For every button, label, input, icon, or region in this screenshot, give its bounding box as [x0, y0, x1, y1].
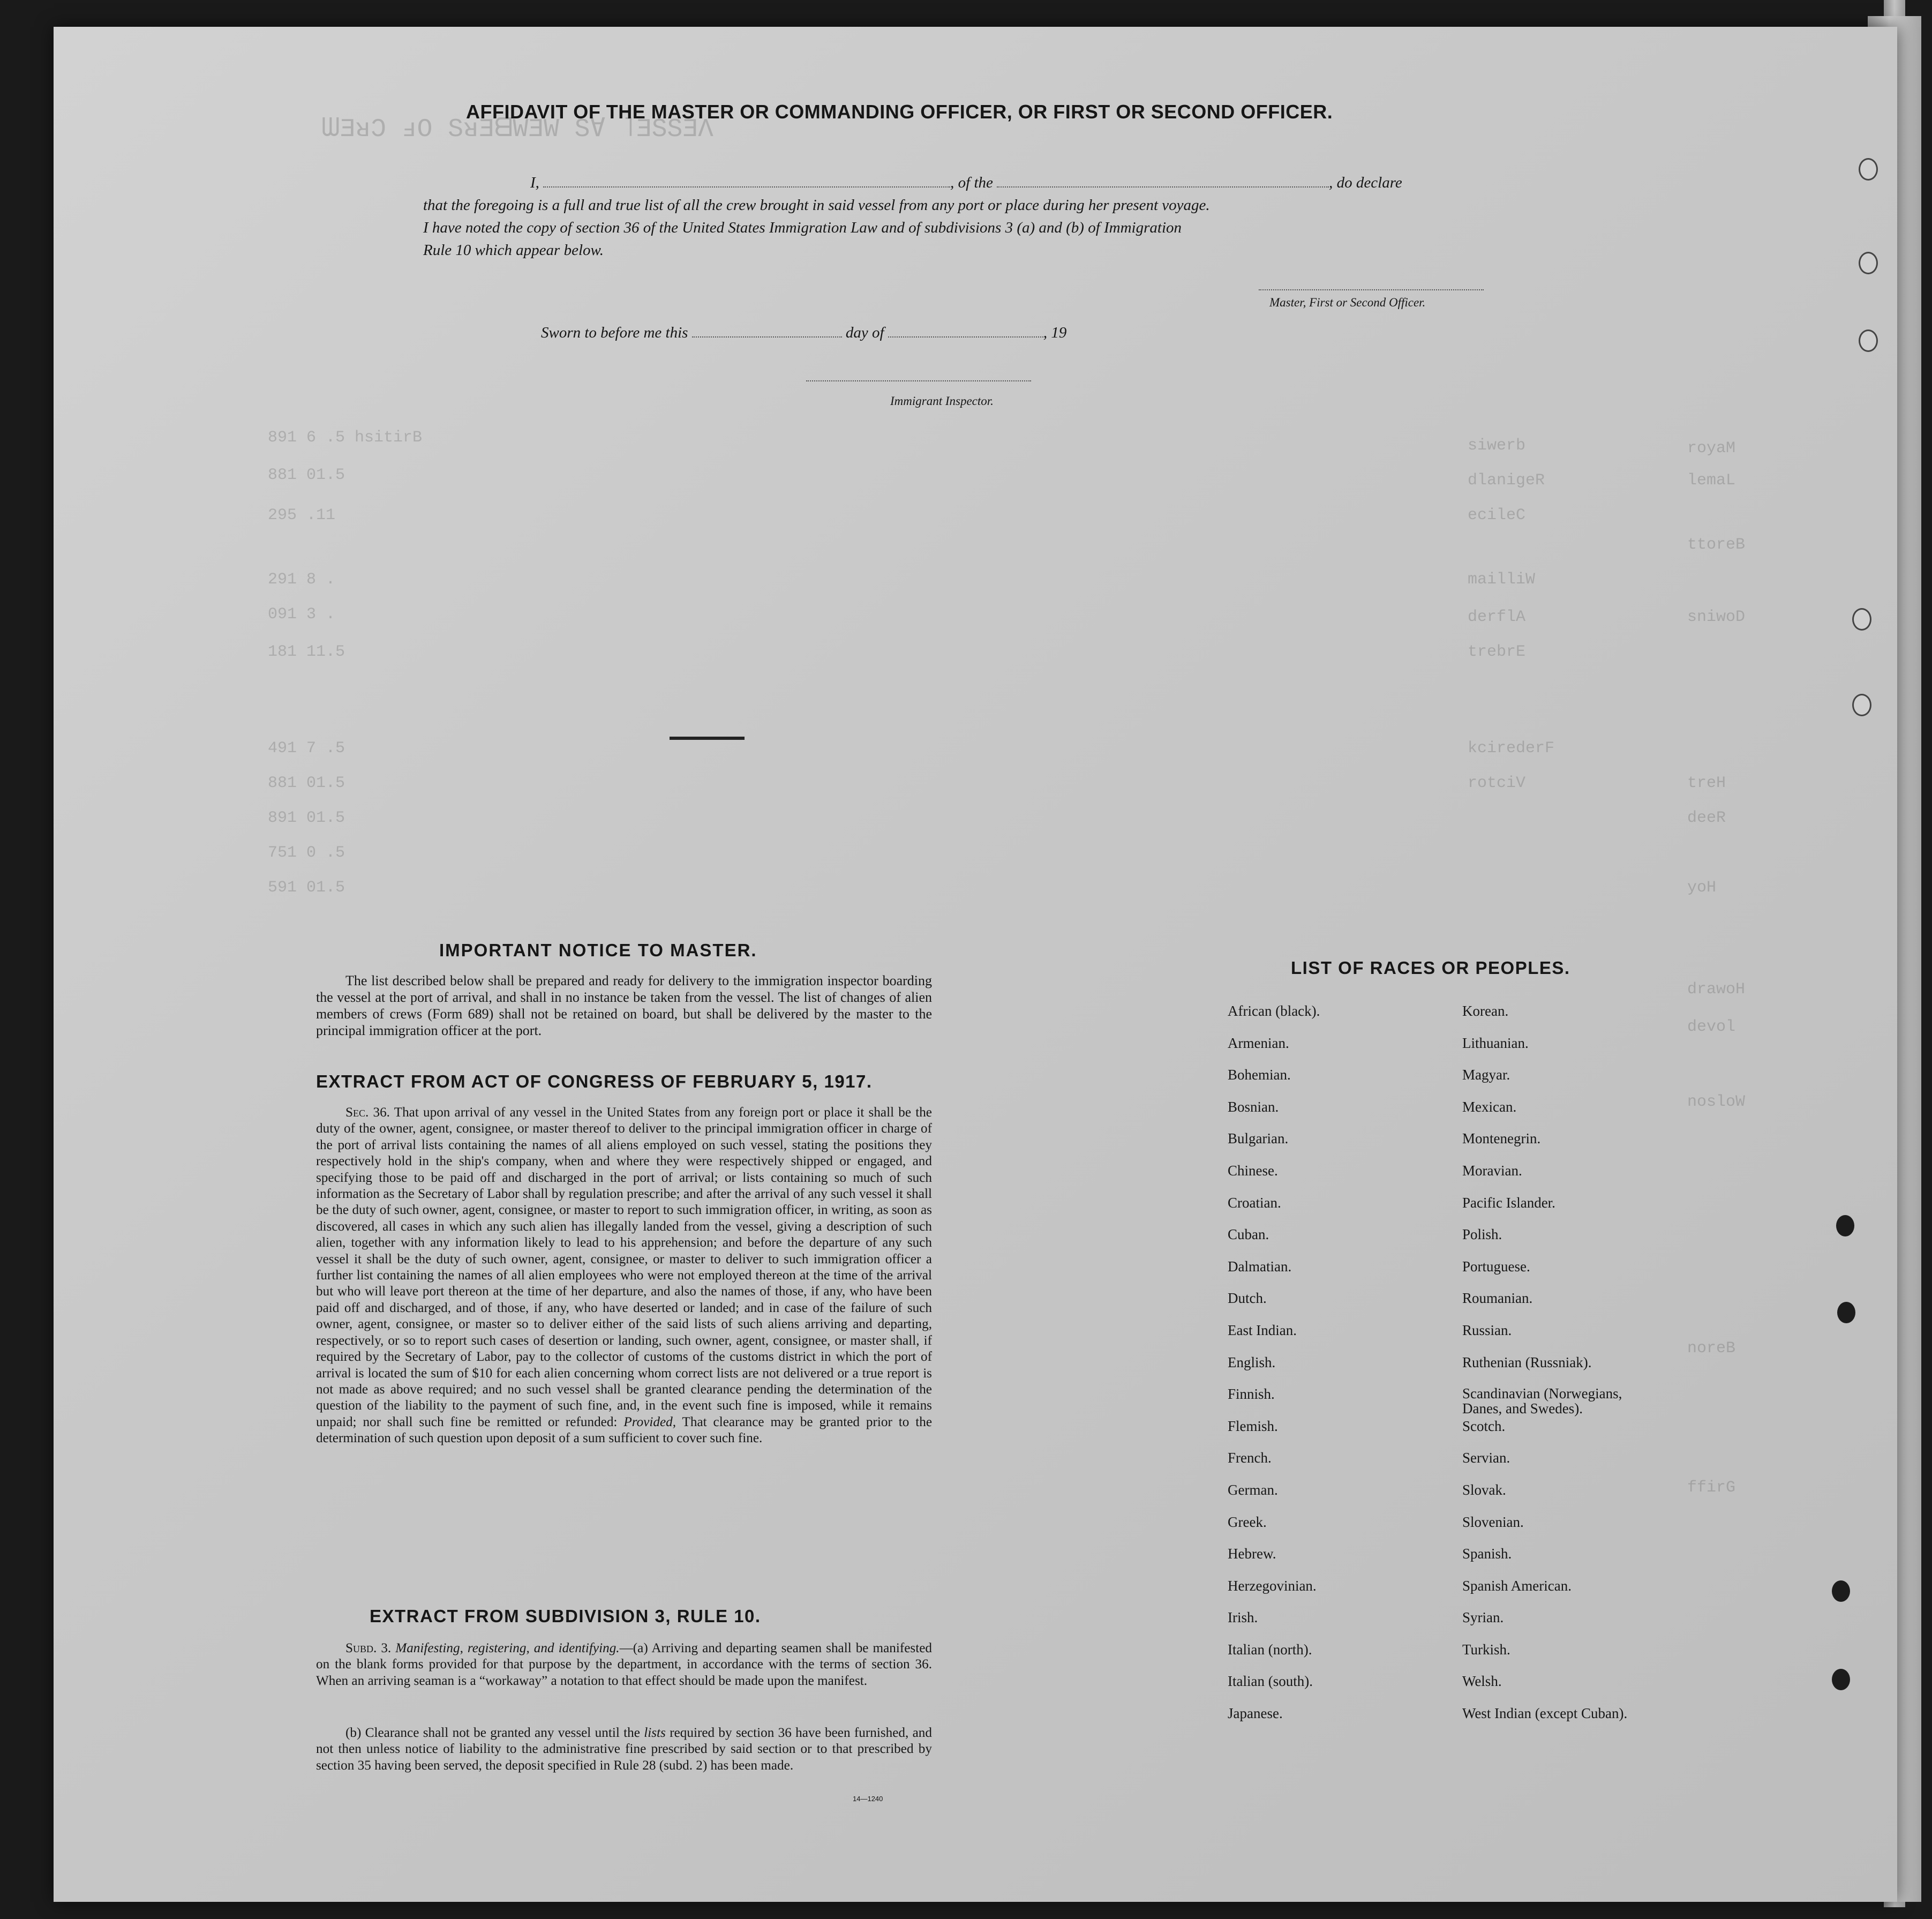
declaration-line-1	[423, 171, 1527, 194]
races-column-1	[1228, 1003, 1320, 1737]
race-item: Russian.	[1462, 1322, 1512, 1338]
race-item: Bulgarian.	[1228, 1130, 1289, 1147]
sworn-prefix: Sworn to before me this	[541, 324, 688, 341]
inspector-signature-field[interactable]	[806, 380, 1031, 381]
race-item: Armenian.	[1228, 1035, 1289, 1051]
race-item: Irish.	[1228, 1609, 1258, 1626]
act-section-label: Sec. 36.	[345, 1105, 390, 1120]
binder-hole	[1859, 158, 1878, 181]
act-body-text: That upon arrival of any vessel in the United States from any foreign port or place it shall be the duty of the owner, agent, consignee, or master thereof to deliver to the principal immigration officer in charge of the port of arrival lists containing the names of all aliens employed on such vessel, stating the positions they respectively hold in the ship's company, when and where they were respectively shipped or engaged, and specifying those to be paid off and discharged in the port of arrival; or lists containing so much of such information as the Secretary of Labor shall by regulation prescribe; and after the arrival of any such vessel it shall be the duty of such owner, agent, consignee, or master to report to such immigration officer, in writing, as soon as discovered, all cases in which any such alien has illegally landed from the vessel, giving a description of such alien, together with any information likely to lead to his apprehension; and before the departure of any such vessel it shall be the duty of such owner, agent, consignee, or master to deliver to such immigration officer a further list containing the names of all alien employees who were not employed thereon at the time of the arrival but who will leave port thereon at the time of her departure, and also the names of those, if any, who have been paid off and discharged, and of those, if any, who have deserted or landed; and in case of the failure of such owner, agent, consignee, or master so to deliver either of the said lists of such aliens arriving and departing, respectively, or so to report such cases of desertion or landing, such owner, agent, consignee, or master shall, if required by the Secretary of Labor, pay to the collector of customs of the customs district in which the port of arrival is located the sum of $10 for each alien concerning whom correct lists are not delivered or a true report is not made as above required; and no such vessel shall be granted clearance pending the determination of the question of the liability to the payment of such fine, and, in the event such fine is imposed, while it remains unpaid; nor shall such fine be remitted or refunded:	[316, 1105, 932, 1429]
race-item: African (black).	[1228, 1003, 1320, 1019]
sworn-year: , 19	[1043, 324, 1067, 341]
binder-hole	[1836, 1215, 1854, 1236]
race-item: Croatian.	[1228, 1194, 1281, 1211]
race-item: French.	[1228, 1450, 1272, 1466]
race-item: Korean.	[1462, 1003, 1509, 1019]
race-item: English.	[1228, 1354, 1276, 1370]
race-item: Scotch.	[1462, 1418, 1506, 1434]
race-item: Italian (north).	[1228, 1641, 1312, 1658]
race-item: Slovak.	[1462, 1481, 1506, 1498]
race-item: German.	[1228, 1481, 1278, 1498]
act-heading: EXTRACT FROM ACT OF CONGRESS OF FEBRUARY 5, 1917.	[316, 1071, 873, 1091]
race-item: Japanese.	[1228, 1705, 1283, 1722]
sworn-month-field[interactable]	[888, 323, 1043, 338]
race-item: Welsh.	[1462, 1673, 1502, 1690]
act-provided: Provided,	[623, 1414, 676, 1429]
binder-hole	[1852, 694, 1871, 716]
race-item: Mexican.	[1462, 1098, 1517, 1115]
race-item: Portuguese.	[1462, 1258, 1530, 1275]
race-item: Roumanian.	[1462, 1290, 1533, 1307]
subdivision-a-title: Manifesting, registering, and identifying.	[395, 1641, 620, 1655]
sworn-statement	[541, 323, 1066, 342]
race-item: Flemish.	[1228, 1418, 1278, 1434]
race-item: Syrian.	[1462, 1609, 1504, 1626]
declaration-line-4: Rule 10 which appear below.	[423, 242, 604, 259]
race-item: Italian (south).	[1228, 1673, 1313, 1690]
pen-mark	[670, 737, 745, 740]
binder-hole	[1859, 329, 1878, 352]
race-item: West Indian (except Cuban).	[1462, 1705, 1628, 1722]
signature-field[interactable]	[1259, 289, 1484, 290]
binder-hole	[1852, 608, 1871, 631]
subdivision-b	[316, 1725, 932, 1774]
affidavit-title: AFFIDAVIT OF THE MASTER OR COMMANDING OFFICER, OR FIRST OR SECOND OFFICER.	[466, 101, 1333, 123]
sworn-day-of: day of	[845, 324, 884, 341]
act-body-end: That clearance may be granted prior to the determination of such question upon deposit of a sum sufficient to cover such fine.	[316, 1414, 933, 1446]
binder-hole	[1832, 1580, 1850, 1602]
subdivision-b-part2: required by section 36 have been furnished, and not then unless notice of liability to the administrative fine prescribed by said section or to that prescribed by section 35 having been served, the deposit specified in Rule 28 (subd. 2) has been made.	[316, 1726, 932, 1773]
declaration-line-2: that the foregoing is a full and true list of all the crew brought in said vessel from any port or place during her present voyage.	[423, 197, 1210, 214]
race-item: Montenegrin.	[1462, 1130, 1541, 1147]
race-item: Pacific Islander.	[1462, 1194, 1555, 1211]
notice-body: The list described below shall be prepared and ready for delivery to the immigration inspector boarding the vessel at the port of arrival, and shall in no instance be taken from the vessel. The list of changes of alien members of crews (Form 689) shall not be retained on board, but shall be delivered by the master to the principal immigration officer at the port.	[316, 973, 932, 1038]
race-item: Magyar.	[1462, 1067, 1510, 1083]
race-item: East Indian.	[1228, 1322, 1297, 1338]
binder-hole	[1832, 1669, 1850, 1690]
race-item: Cuban.	[1228, 1226, 1269, 1243]
declaration-line-3: I have noted the copy of section 36 of the United States Immigration Law and of subdivisions 3 (a) and (b) of Immigration	[423, 219, 1182, 236]
race-item: Finnish.	[1228, 1386, 1275, 1403]
subdivision-b-part1: (b) Clearance shall not be granted any vessel until the	[345, 1726, 640, 1740]
race-item: Scandinavian (Norwegians, Danes, and Swedes).	[1462, 1385, 1622, 1417]
race-item: Herzegovinian.	[1228, 1577, 1317, 1594]
race-item: Lithuanian.	[1462, 1035, 1529, 1051]
act-body	[316, 1105, 932, 1447]
affidavit-declaration	[423, 171, 1527, 261]
vessel-name-field[interactable]	[997, 173, 1329, 188]
subdivision-heading: EXTRACT FROM SUBDIVISION 3, RULE 10.	[370, 1606, 761, 1626]
race-item: Hebrew.	[1228, 1546, 1276, 1562]
race-item: Spanish.	[1462, 1546, 1512, 1562]
subdivision-a-body: —(a) Arriving and departing seamen shall be manifested on the blank forms provided for that purpose by the department, in accordance with the terms of section 36. When an arriving seaman is a “workaway” a notation to that effect should be made upon the manifest.	[316, 1641, 932, 1688]
officer-name-field[interactable]	[543, 173, 950, 188]
form-number: 14—1240	[853, 1795, 883, 1803]
notice-heading: IMPORTANT NOTICE TO MASTER.	[439, 940, 757, 960]
subdivision-b-lists: lists	[644, 1726, 666, 1740]
race-item: Bohemian.	[1228, 1067, 1291, 1083]
race-item: Dutch.	[1228, 1290, 1267, 1307]
races-heading: LIST OF RACES OR PEOPLES.	[1291, 958, 1570, 978]
race-item: Turkish.	[1462, 1641, 1510, 1658]
race-item: Moravian.	[1462, 1162, 1522, 1179]
race-item: Dalmatian.	[1228, 1258, 1292, 1275]
race-item: Chinese.	[1228, 1162, 1278, 1179]
race-item: Ruthenian (Russniak).	[1462, 1354, 1592, 1370]
race-item: Polish.	[1462, 1226, 1502, 1243]
declaration-of-the: , of the	[950, 174, 993, 191]
binder-hole	[1859, 252, 1878, 274]
race-item: Slovenian.	[1462, 1513, 1524, 1530]
subdivision-a	[316, 1640, 932, 1689]
sworn-day-field[interactable]	[692, 323, 842, 338]
declaration-i: I,	[530, 174, 539, 191]
races-column-2	[1462, 1003, 1627, 1737]
signature-label: Master, First or Second Officer.	[1269, 296, 1426, 309]
race-item: Spanish American.	[1462, 1577, 1572, 1594]
race-item: Greek.	[1228, 1513, 1267, 1530]
binder-hole	[1837, 1302, 1855, 1323]
subdivision-label: Subd. 3.	[345, 1641, 392, 1655]
race-item: Bosnian.	[1228, 1098, 1279, 1115]
declaration-declare: , do declare	[1329, 174, 1402, 191]
inspector-label: Immigrant Inspector.	[890, 394, 994, 408]
race-item: Servian.	[1462, 1450, 1510, 1466]
